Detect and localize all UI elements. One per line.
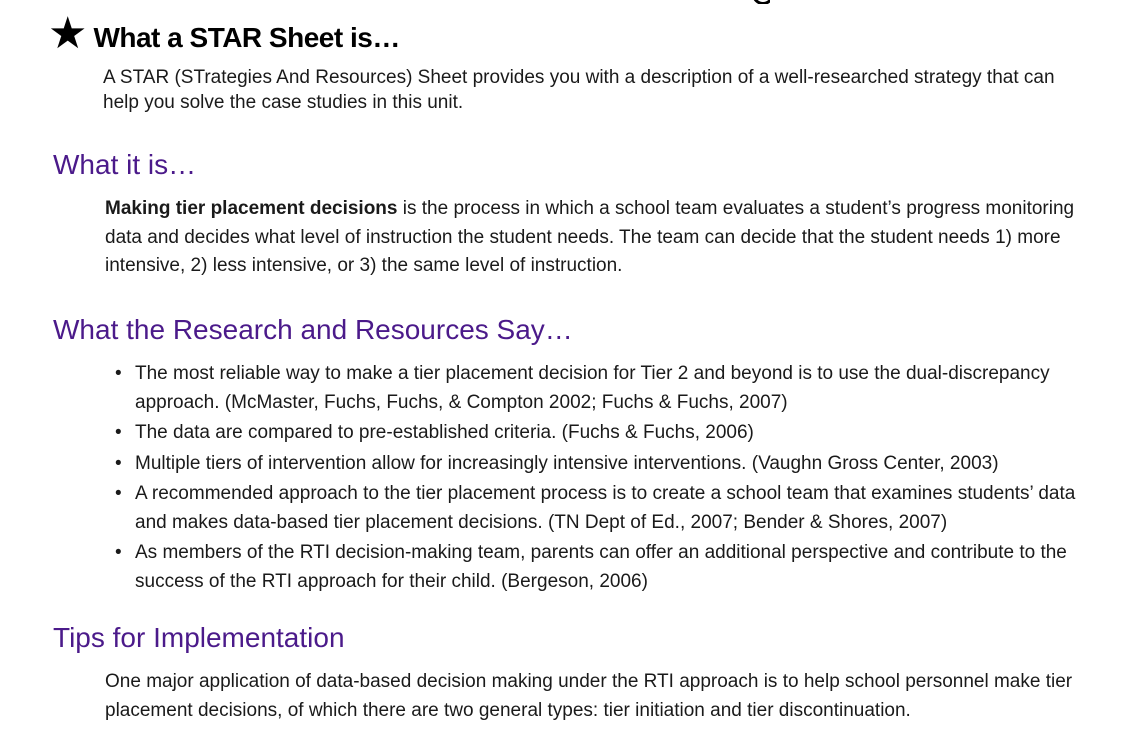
section-title-research: What the Research and Resources Say… — [53, 314, 573, 345]
list-item-text: The most reliable way to make a tier placement decision for Tier 2 and beyond is to use the dual-discrepancy approach. (McMaster, Fuchs, Fuchs, & Compton 2002; Fuchs & Fuchs, 2007) — [135, 363, 1050, 413]
list-item-text: The data are compared to pre-established criteria. (Fuchs & Fuchs, 2006) — [135, 422, 754, 443]
star-sheet-heading — [48, 8, 400, 59]
list-item — [113, 480, 1083, 537]
star-sheet-title: What a STAR Sheet is… — [93, 22, 400, 53]
what-it-is-text: is the process in which a school team evaluates a student’s progress monitoring data and decides what level of instruction the student needs. The team can decide that the student needs 1) more intensive, 2) less intensive, or 3) the same level of instruction. — [105, 198, 1075, 276]
star-icon: ★ — [48, 8, 88, 59]
list-item-text: Multiple tiers of intervention allow for increasingly intensive interventions. (Vaughn Gross Center, 2003) — [135, 452, 999, 474]
section-title-tips: Tips for Implementation — [53, 622, 345, 653]
section-title-what-it-is: What it is… — [53, 149, 197, 180]
bullet-icon: • — [115, 452, 122, 474]
research-bullet-list — [113, 360, 1083, 598]
list-item-text: As members of the RTI decision-making team, parents can offer an additional perspective and contribute to the success of the RTI approach for their child. (Bergeson, 2006) — [135, 542, 1067, 592]
bold-term: Making tier placement decisions — [105, 198, 398, 219]
list-item — [113, 360, 1083, 417]
cropped-header-fragment — [740, 0, 770, 4]
intro-paragraph: A STAR (STrategies And Resources) Sheet provides you with a description of a well-researched strategy that can help you solve the case studies in this unit. — [103, 67, 1055, 113]
list-item — [113, 539, 1083, 596]
bullet-icon: • — [115, 363, 122, 384]
bullet-icon: • — [115, 422, 122, 443]
list-item — [113, 450, 1083, 479]
bullet-icon: • — [115, 542, 122, 563]
list-item — [113, 419, 1083, 448]
bullet-icon: • — [115, 483, 122, 504]
tips-paragraph: One major application of data-based decision making under the RTI approach is to help school personnel make tier placement decisions, of which there are two general types: tier initiation and tier discontinuation. — [105, 671, 1073, 721]
what-it-is-paragraph — [105, 195, 1100, 281]
list-item-text: A recommended approach to the tier placement process is to create a school team that examines students’ data and makes data-based tier placement decisions. (TN Dept of Ed., 2007; Bender & Shores, 2007) — [135, 483, 1076, 533]
